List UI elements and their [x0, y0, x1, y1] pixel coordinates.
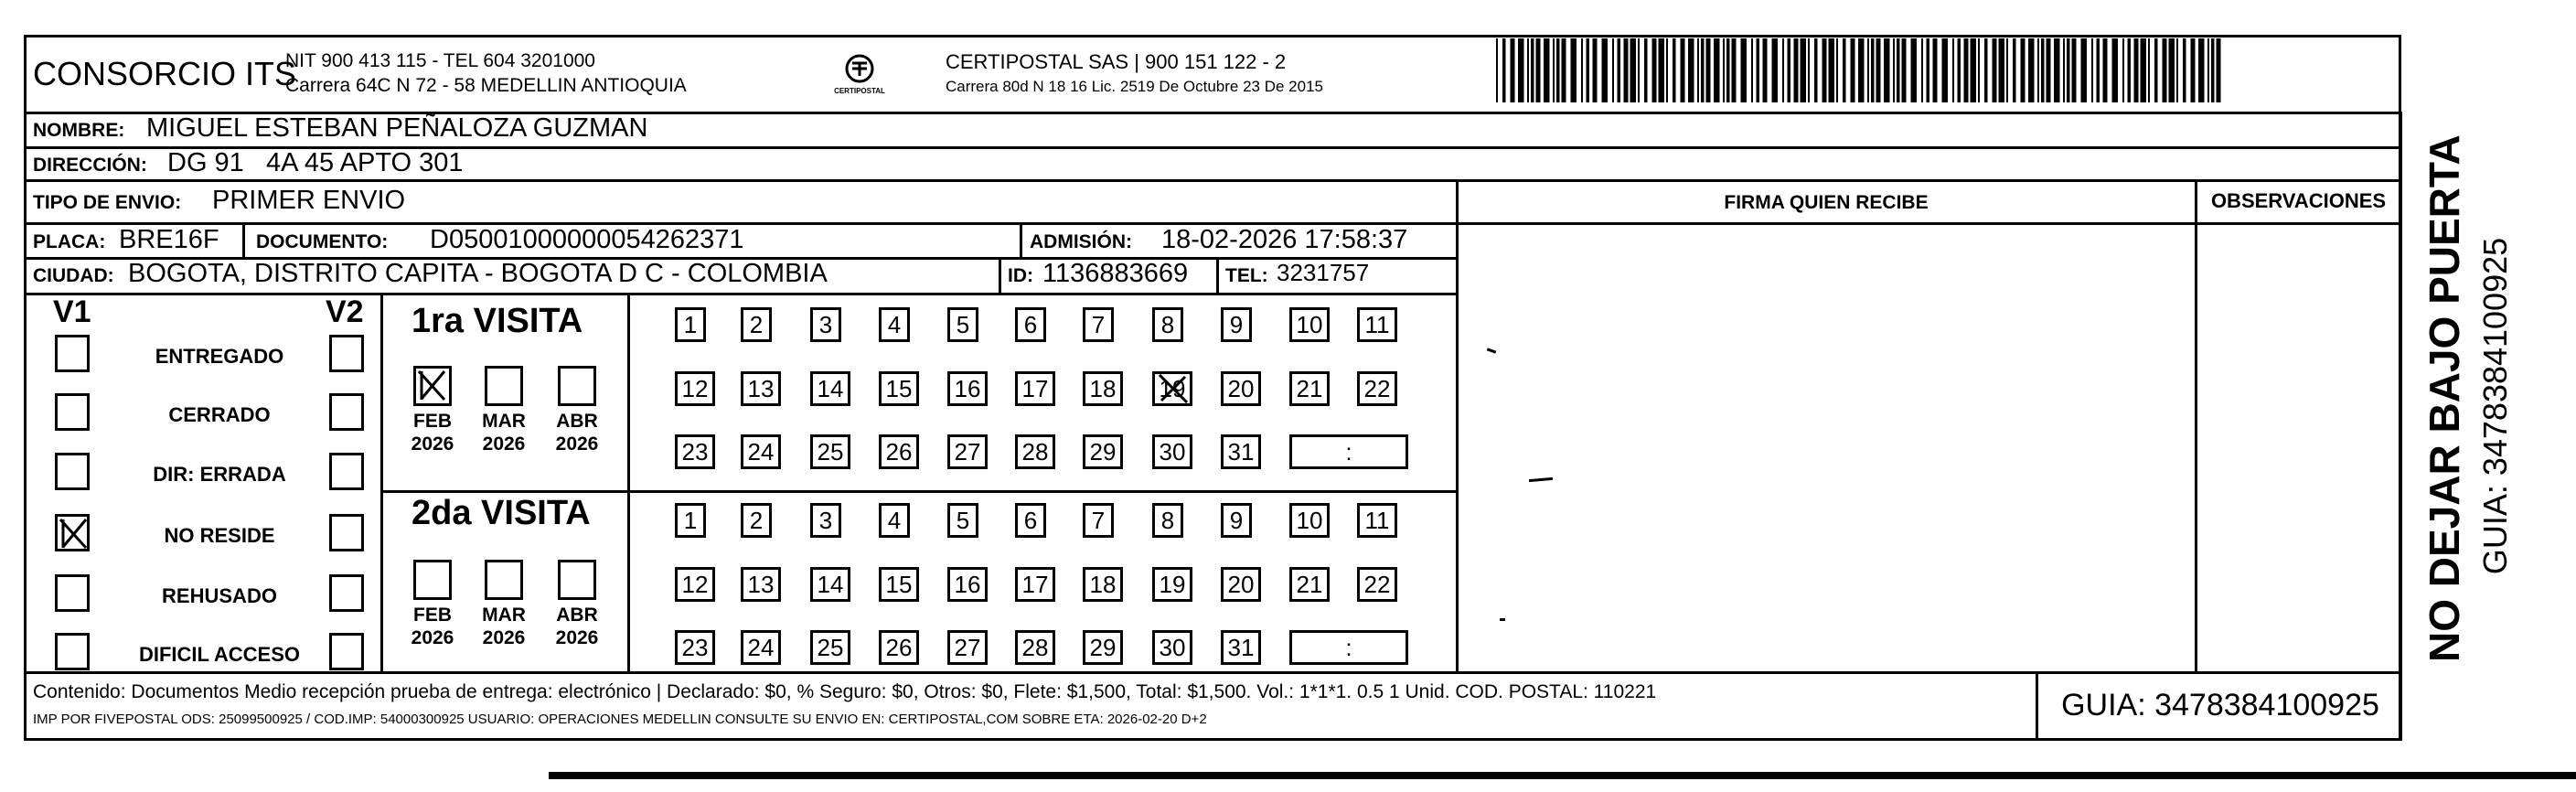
barcode-bar — [2054, 38, 2060, 102]
barcode-bar — [1553, 38, 1555, 102]
second-month-checkbox[interactable] — [485, 560, 523, 600]
first-day-box[interactable]: 17 — [1015, 371, 1055, 406]
company-address: Carrera 64C N 72 - 58 MEDELLIN ANTIOQUIA — [285, 75, 687, 96]
v2-checkbox[interactable] — [329, 633, 364, 670]
side-warning: NO DEJAR BAJO PUERTA — [2421, 134, 2468, 662]
barcode-bar — [1527, 38, 1529, 102]
tel-value: 3231757 — [1277, 259, 1370, 286]
barcode-bar — [1531, 38, 1534, 102]
barcode-bar — [1897, 38, 1900, 102]
barcode-bar — [1836, 38, 1838, 102]
second-day-box[interactable]: 5 — [947, 503, 978, 538]
first-day-box[interactable]: 5 — [947, 307, 978, 342]
month-year: 2026 — [411, 627, 454, 648]
barcode-bar — [1921, 38, 1923, 102]
first-day-box[interactable]: 31 — [1221, 434, 1261, 469]
barcode-bar — [2037, 38, 2039, 102]
placa-value: BRE16F — [119, 225, 219, 254]
tel-label: TEL: — [1225, 265, 1268, 286]
month-year: 2026 — [482, 433, 526, 455]
month-name: FEB — [413, 605, 452, 626]
second-day-box[interactable]: 27 — [947, 630, 988, 665]
barcode-bar — [1782, 38, 1784, 102]
barcode-bar — [1741, 38, 1748, 102]
barcode-bar — [2134, 38, 2139, 102]
barcode-bar — [2067, 38, 2070, 102]
month-year: 2026 — [482, 627, 526, 648]
month-name: ABR — [556, 411, 598, 432]
second-day-box[interactable]: 1 — [675, 503, 706, 538]
first-month-label — [550, 410, 604, 455]
month-name: ABR — [556, 605, 598, 626]
barcode-bar — [2006, 38, 2008, 102]
first-day-box[interactable]: 16 — [947, 371, 988, 406]
barcode — [1494, 38, 2224, 102]
id-label: ID: — [1008, 265, 1033, 286]
barcode-bar — [1871, 38, 1875, 102]
month-name: MAR — [482, 411, 526, 432]
v2-label: V2 — [326, 294, 364, 329]
second-month-checkbox[interactable] — [413, 560, 452, 600]
month-year: 2026 — [555, 627, 599, 648]
footer-guia: GUIA: 3478384100925 — [2061, 688, 2379, 722]
barcode-bar — [2021, 38, 2026, 102]
barcode-bar — [2211, 38, 2215, 102]
first-day-box[interactable]: 18 — [1083, 371, 1123, 406]
barcode-bar — [1794, 38, 1799, 102]
second-day-box[interactable]: 19 — [1152, 567, 1192, 602]
barcode-bar — [1999, 38, 2005, 102]
month-name: MAR — [482, 605, 526, 626]
second-day-box[interactable]: 29 — [1083, 630, 1123, 665]
barcode-bar — [2063, 38, 2065, 102]
barcode-bar — [2128, 38, 2132, 102]
barcode-bar — [1688, 38, 1694, 102]
barcode-bar — [1964, 38, 1969, 102]
first-day-box[interactable]: 19 — [1152, 371, 1192, 406]
barcode-bar — [1772, 38, 1779, 102]
barcode-bar — [1942, 38, 1949, 102]
second-day-box[interactable]: 26 — [879, 630, 919, 665]
second-day-box[interactable]: 25 — [810, 630, 850, 665]
tipo-envio-label: TIPO DE ENVIO: — [33, 192, 182, 213]
barcode-bar — [2141, 38, 2147, 102]
logo-text: CERTIPOSTAL — [834, 87, 885, 95]
barcode-bar — [1587, 38, 1590, 102]
first-day-box[interactable]: 25 — [810, 434, 850, 469]
barcode-bar — [2103, 38, 2108, 102]
barcode-bar — [1984, 38, 1988, 102]
first-month-label — [477, 410, 530, 455]
imp-line: IMP POR FIVEPOSTAL ODS: 25099500925 / COD.IMP: 54000300925 USUARIO: OPERACIONES MEDELLIN CONSULTE SU ENVIO EN: CERTIPOSTAL,COM SOBRE ETA: 2026-02-20 D+2 — [33, 712, 1207, 727]
barcode-bar — [2122, 38, 2124, 102]
first-day-box[interactable]: 4 — [879, 307, 910, 342]
barcode-bar — [1556, 38, 1560, 102]
nombre-label: NOMBRE: — [33, 120, 125, 141]
first-day-box[interactable]: 28 — [1015, 434, 1055, 469]
first-day-box[interactable]: 21 — [1289, 371, 1330, 406]
second-day-box[interactable]: 6 — [1015, 503, 1046, 538]
v1-checkbox[interactable] — [55, 335, 90, 372]
barcode-bar — [1876, 38, 1881, 102]
barcode-bar — [1544, 38, 1550, 102]
barcode-bar — [1858, 38, 1865, 102]
barcode-bar — [1927, 38, 1930, 102]
nit-line: NIT 900 413 115 - TEL 604 3201000 — [285, 50, 595, 71]
nombre-value: MIGUEL ESTEBAN PEÑALOZA GUZMAN — [146, 113, 648, 143]
second-day-box[interactable]: 23 — [675, 630, 715, 665]
second-day-box[interactable]: 7 — [1083, 503, 1114, 538]
barcode-bar — [1851, 38, 1855, 102]
barcode-bar — [1697, 38, 1699, 102]
barcode-bar — [1681, 38, 1685, 102]
barcode-bar — [1666, 38, 1668, 102]
barcode-bar — [1630, 38, 1637, 102]
first-day-box[interactable]: 11 — [1357, 307, 1397, 342]
barcode-bar — [2163, 38, 2167, 102]
first-day-box[interactable]: 15 — [879, 371, 919, 406]
motive-label: ENTREGADO — [155, 345, 284, 368]
barcode-bar — [1893, 38, 1895, 102]
motive-label: DIR: ERRADA — [153, 463, 286, 486]
barcode-bar — [1562, 38, 1566, 102]
barcode-bar — [1978, 38, 1980, 102]
motive-label: DIFICIL ACCESO — [138, 643, 300, 666]
barcode-bar — [2217, 38, 2221, 102]
side-guia: GUIA: 3478384100925 — [2476, 237, 2514, 575]
barcode-bar — [1502, 38, 1506, 102]
first-day-box[interactable]: 7 — [1083, 307, 1114, 342]
first-day-box[interactable]: 13 — [741, 371, 781, 406]
barcode-bar — [1993, 38, 1997, 102]
barcode-bar — [1801, 38, 1807, 102]
documento-label: DOCUMENTO: — [256, 231, 389, 252]
barcode-bar — [1751, 38, 1753, 102]
barcode-bar — [2207, 38, 2209, 102]
first-time-box[interactable] — [1289, 434, 1408, 469]
barcode-bar — [2169, 38, 2175, 102]
first-day-box[interactable]: 30 — [1152, 434, 1192, 469]
direccion-value: DG 91 4A 45 APTO 301 — [167, 148, 464, 177]
second-month-label — [477, 604, 530, 649]
observaciones-label: OBSERVACIONES — [2210, 189, 2387, 212]
first-day-box[interactable]: 6 — [1015, 307, 1046, 342]
second-day-box[interactable]: 31 — [1221, 630, 1261, 665]
v1-checkbox[interactable] — [55, 633, 90, 670]
v1-checkbox[interactable] — [55, 453, 90, 490]
barcode-bar — [2047, 38, 2051, 102]
barcode-bar — [1536, 38, 1541, 102]
second-month-label — [550, 604, 604, 649]
barcode-bar — [1732, 38, 1737, 102]
barcode-bar — [1952, 38, 1954, 102]
first-month-label — [406, 410, 459, 455]
second-day-box[interactable]: 12 — [675, 567, 715, 602]
second-month-label — [406, 604, 459, 649]
ciudad-value: BOGOTA, DISTRITO CAPITA - BOGOTA D C - COLOMBIA — [128, 259, 828, 288]
barcode-bar — [1808, 38, 1810, 102]
motive-label: CERRADO — [168, 403, 271, 426]
second-day-box[interactable]: 16 — [947, 567, 988, 602]
second-day-box[interactable]: 21 — [1289, 567, 1330, 602]
barcode-bar — [2148, 38, 2150, 102]
barcode-bar — [2091, 38, 2093, 102]
admision-label: ADMISIÓN: — [1030, 231, 1132, 252]
documento-value: D05001000000054262371 — [430, 225, 744, 254]
first-day-box[interactable]: 1 — [675, 307, 706, 342]
second-day-box[interactable]: 22 — [1357, 567, 1397, 602]
first-day-box[interactable]: 20 — [1221, 371, 1261, 406]
second-day-box[interactable]: 28 — [1015, 630, 1055, 665]
first-day-box[interactable]: 8 — [1152, 307, 1183, 342]
second-day-box[interactable]: 4 — [879, 503, 910, 538]
placa-label: PLACA: — [33, 231, 106, 252]
second-day-box[interactable]: 10 — [1289, 503, 1330, 538]
first-day-box[interactable]: 2 — [741, 307, 772, 342]
second-time-box[interactable] — [1289, 630, 1408, 665]
first-day-box[interactable]: 12 — [675, 371, 715, 406]
second-visit-title: 2da VISITA — [412, 494, 591, 532]
company-name: CONSORCIO ITS — [33, 55, 297, 92]
barcode-bar — [1757, 38, 1760, 102]
ciudad-label: CIUDAD: — [33, 265, 114, 286]
barcode-bar — [1958, 38, 1961, 102]
barcode-bar — [2191, 38, 2196, 102]
barcode-bar — [2041, 38, 2045, 102]
barcode-bar — [1618, 38, 1621, 102]
barcode-bar — [1902, 38, 1907, 102]
barcode-bar — [1726, 38, 1730, 102]
first-day-box[interactable]: 23 — [675, 434, 715, 469]
barcode-bar — [1624, 38, 1629, 102]
carrier-address: Carrera 80d N 18 16 Lic. 2519 De Octubre 23 De 2015 — [946, 78, 1323, 95]
v2-checkbox[interactable] — [329, 574, 364, 612]
barcode-bar — [1971, 38, 1977, 102]
v2-checkbox[interactable] — [329, 453, 364, 490]
first-day-box[interactable]: 26 — [879, 434, 919, 469]
second-day-box[interactable]: 13 — [741, 567, 781, 602]
barcode-bar — [2081, 38, 2088, 102]
second-day-box[interactable]: 9 — [1221, 503, 1252, 538]
first-month-checkbox[interactable] — [485, 366, 523, 406]
barcode-bar — [1701, 38, 1705, 102]
time-value: : — [1345, 437, 1352, 466]
v1-checkbox[interactable] — [55, 574, 90, 612]
second-day-box[interactable]: 14 — [810, 567, 850, 602]
barcode-bar — [2183, 38, 2186, 102]
first-day-box[interactable]: 14 — [810, 371, 850, 406]
first-visit-title: 1ra VISITA — [412, 302, 583, 340]
barcode-bar — [1511, 38, 1515, 102]
barcode-bar — [2072, 38, 2077, 102]
v1-label: V1 — [53, 294, 91, 329]
first-day-box[interactable]: 24 — [741, 434, 781, 469]
barcode-bar — [1571, 38, 1577, 102]
barcode-bar — [1933, 38, 1938, 102]
first-day-box[interactable]: 9 — [1221, 307, 1252, 342]
barcode-bar — [1723, 38, 1725, 102]
id-value: 1136883669 — [1042, 259, 1189, 288]
barcode-bar — [1673, 38, 1676, 102]
firma-label: FIRMA QUIEN RECIBE — [1724, 192, 1929, 213]
second-day-box[interactable]: 18 — [1083, 567, 1123, 602]
signature-mark — [1500, 618, 1505, 621]
barcode-bar — [1814, 38, 1818, 102]
v2-checkbox[interactable] — [329, 393, 364, 431]
second-day-box[interactable]: 2 — [741, 503, 772, 538]
barcode-bar — [1518, 38, 1524, 102]
first-day-box[interactable]: 27 — [947, 434, 988, 469]
barcode-bar — [1602, 38, 1609, 102]
carrier-line: CERTIPOSTAL SAS | 900 151 122 - 2 — [946, 50, 1287, 73]
barcode-bar — [2028, 38, 2035, 102]
time-value: : — [1345, 633, 1352, 661]
barcode-bar — [1706, 38, 1711, 102]
v1-checkbox[interactable] — [55, 393, 90, 431]
admision-value: 18-02-2026 17:58:37 — [1161, 225, 1408, 254]
second-day-box[interactable]: 15 — [879, 567, 919, 602]
barcode-bar — [2176, 38, 2178, 102]
contenido-line: Contenido: Documentos Medio recepción prueba de entrega: electrónico | Declarado: $0, % Seguro: $0, Otros: $0, Flete: $1,500, Total: $1,500. Vol.: 1*1*1. 0.5 1 Unid. COD. POSTAL: 110221 — [33, 681, 1657, 702]
certipostal-logo — [832, 50, 887, 102]
tipo-envio-value: PRIMER ENVIO — [212, 186, 406, 215]
barcode-bar — [1884, 38, 1890, 102]
barcode-bar — [1867, 38, 1869, 102]
barcode-bar — [1581, 38, 1583, 102]
first-day-box[interactable]: 22 — [1357, 371, 1397, 406]
motive-label: REHUSADO — [162, 584, 277, 607]
first-day-box[interactable]: 10 — [1289, 307, 1330, 342]
barcode-bar — [1593, 38, 1598, 102]
barcode-bar — [1638, 38, 1640, 102]
barcode-bar — [1763, 38, 1768, 102]
month-name: FEB — [413, 411, 452, 432]
barcode-bar — [1829, 38, 1835, 102]
barcode-bar — [1714, 38, 1720, 102]
direccion-label: DIRECCIÓN: — [33, 155, 147, 176]
second-month-checkbox[interactable] — [558, 560, 596, 600]
first-month-checkbox[interactable] — [413, 366, 452, 406]
barcode-bar — [2013, 38, 2016, 102]
barcode-bar — [1911, 38, 1918, 102]
barcode-bar — [1843, 38, 1846, 102]
barcode-bar — [1496, 38, 1498, 102]
first-month-checkbox[interactable] — [558, 366, 596, 406]
barcode-bar — [1652, 38, 1657, 102]
v2-checkbox[interactable] — [329, 335, 364, 372]
motive-label: NO RESIDE — [164, 524, 275, 547]
barcode-bar — [2097, 38, 2100, 102]
second-day-box[interactable]: 17 — [1015, 567, 1055, 602]
day-cross-mark — [1152, 371, 1192, 406]
barcode-bar — [1644, 38, 1648, 102]
first-day-box[interactable]: 3 — [810, 307, 841, 342]
second-day-box[interactable]: 20 — [1221, 567, 1261, 602]
second-day-box[interactable]: 3 — [810, 503, 841, 538]
second-day-box[interactable]: 11 — [1357, 503, 1397, 538]
barcode-bar — [1788, 38, 1791, 102]
barcode-bar — [1822, 38, 1827, 102]
month-year: 2026 — [411, 433, 454, 455]
v2-checkbox[interactable] — [329, 514, 364, 551]
second-day-box[interactable]: 30 — [1152, 630, 1192, 665]
second-day-box[interactable]: 24 — [741, 630, 781, 665]
barcode-bar — [1612, 38, 1614, 102]
barcode-bar — [1659, 38, 1665, 102]
barcode-bar — [2154, 38, 2158, 102]
barcode-bar — [2112, 38, 2119, 102]
month-year: 2026 — [555, 433, 599, 455]
v1-checkbox[interactable] — [55, 514, 90, 551]
barcode-bar — [2198, 38, 2205, 102]
bottom-rule — [549, 772, 2576, 779]
second-day-box[interactable]: 8 — [1152, 503, 1183, 538]
first-day-box[interactable]: 29 — [1083, 434, 1123, 469]
